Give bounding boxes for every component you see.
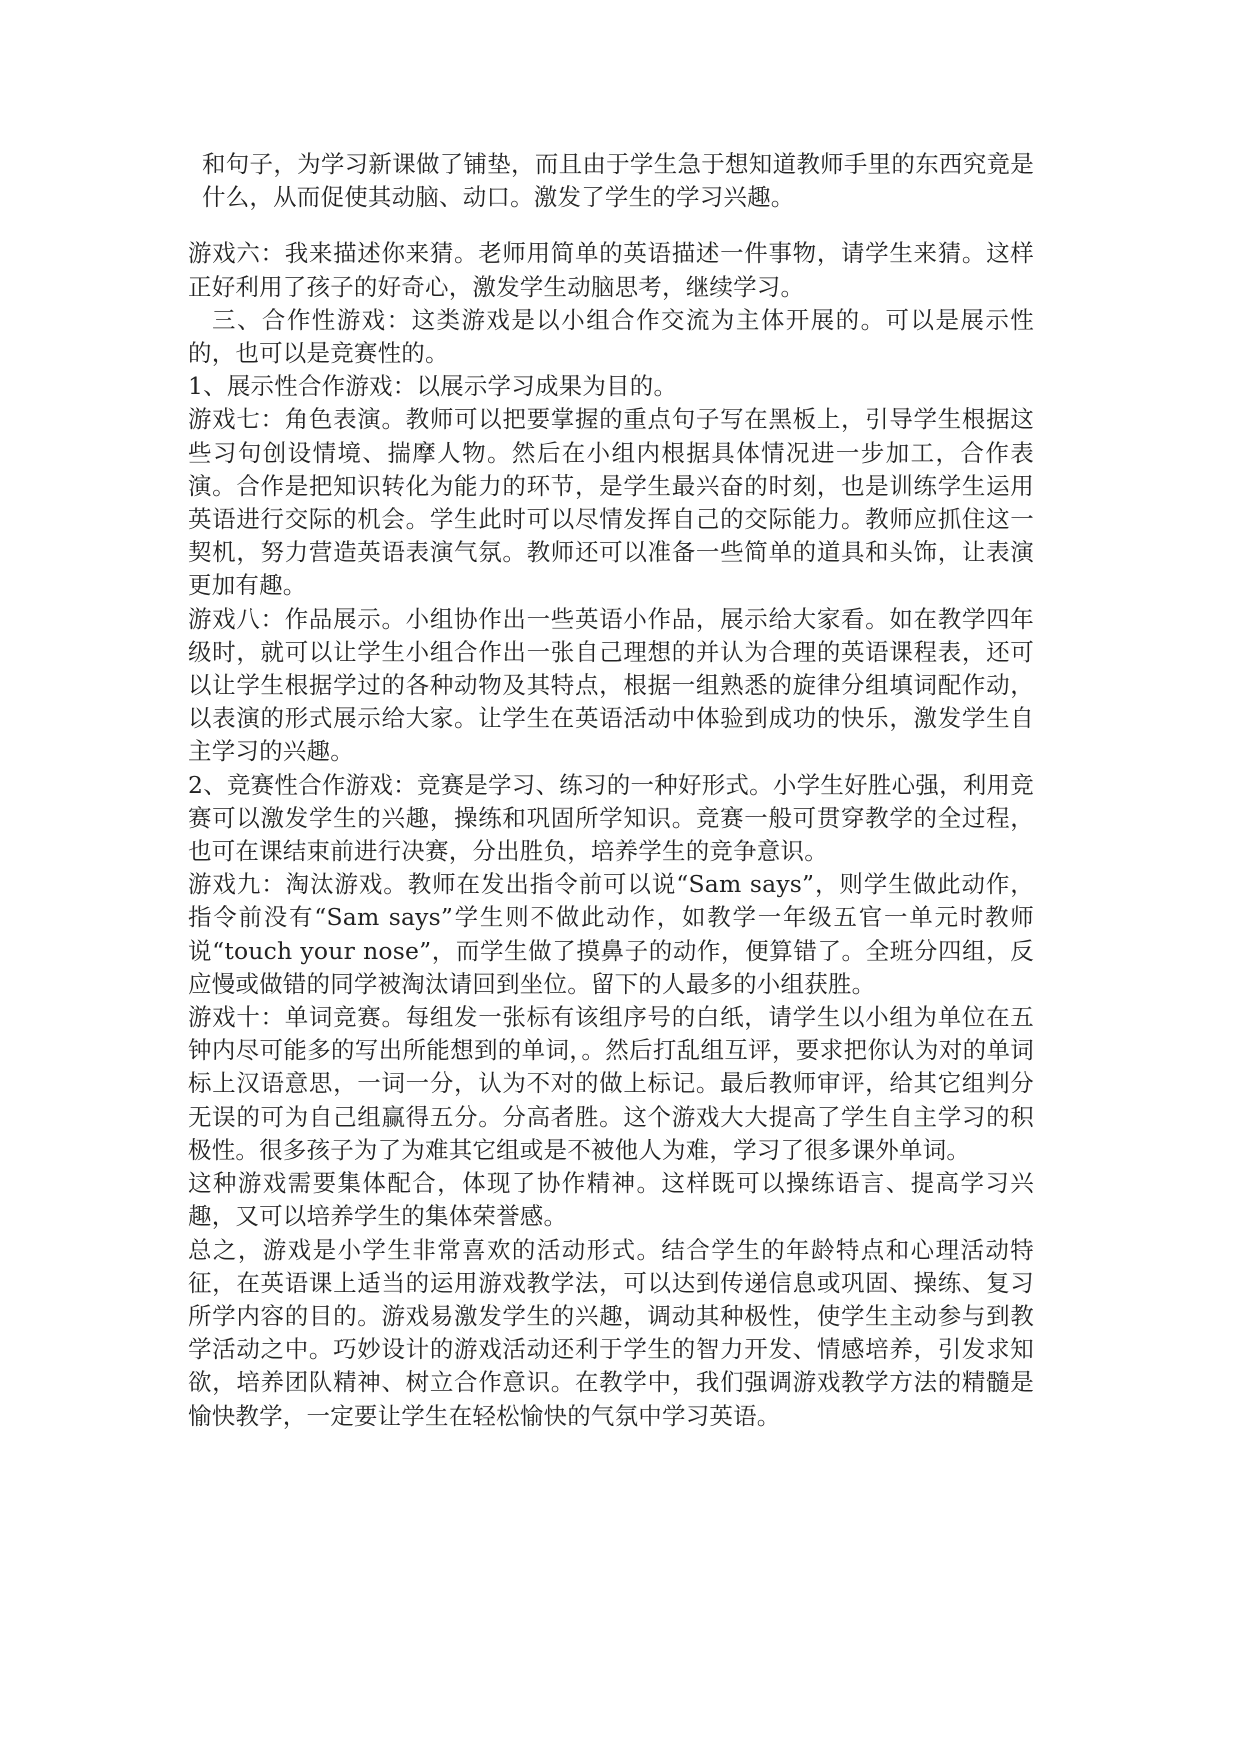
paragraph-teamwork: 这种游戏需要集体配合，体现了协作精神。这样既可以操练语言、提高学习兴趣，又可以培养学生的集体荣誉感。 bbox=[188, 1169, 1034, 1231]
paragraph-game-nine: 游戏九：淘汰游戏。教师在发出指令前可以说“Sam says”，则学生做此动作，指令前没有“Sam says”学生则不做此动作，如教学一年级五官一单元时教师说“touch your nose”，而学生做了摸鼻子的动作，便算错了。全班分四组，反应慢或做错的同学被淘汰请回到坐位。留下的人最多的小组获胜。 bbox=[188, 870, 1034, 998]
paragraph-game-seven: 游戏七：角色表演。教师可以把要掌握的重点句子写在黑板上，引导学生根据这些习句创设情境、揣摩人物。然后在小组内根据具体情况进一步加工，合作表演。合作是把知识转化为能力的环节，是学生最兴奋的时刻，也是训练学生运用英语进行交际的机会。学生此时可以尽情发挥自己的交际能力。教师应抓住这一契机，努力营造英语表演气氛。教师还可以准备一些简单的道具和头饰，让表演更加有趣。 bbox=[188, 405, 1034, 600]
subheading-display-games: 1、展示性合作游戏：以展示学习成果为目的。 bbox=[188, 372, 678, 401]
subheading-competition-games: 2、竞赛性合作游戏：竞赛是学习、练习的一种好形式。小学生好胜心强，利用竞赛可以激发学生的兴趣，操练和巩固所学知识。竞赛一般可贯穿教学的全过程，也可在课结束前进行决赛，分出胜负，培养学生的竞争意识。 bbox=[188, 770, 1034, 866]
paragraph-game-six: 游戏六：我来描述你来猜。老师用简单的英语描述一件事物，请学生来猜。这样正好利用了孩子的好奇心，激发学生动脑思考，继续学习。 bbox=[188, 239, 1034, 301]
section-heading-cooperative-games: 三、合作性游戏：这类游戏是以小组合作交流为主体开展的。可以是展示性的，也可以是竞赛性的。 bbox=[188, 305, 1034, 368]
paragraph-game-ten: 游戏十：单词竞赛。每组发一张标有该组序号的白纸，请学生以小组为单位在五钟内尽可能多的写出所能想到的单词，。然后打乱组互评，要求把你认为对的单词标上汉语意思，一词一分，认为不对的做上标记。最后教师审评，给其它组判分无误的可为自己组赢得五分。分高者胜。这个游戏大大提高了学生自主学习的积极性。很多孩子为了为难其它组或是不被他人为难，学习了很多课外单词。 bbox=[188, 1003, 1034, 1164]
paragraph-game-eight: 游戏八：作品展示。小组协作出一些英语小作品，展示给大家看。如在教学四年级时，就可以让学生小组合作出一张自己理想的并认为合理的英语课程表，还可以让学生根据学过的各种动物及其特点，根据一组熟悉的旋律分组填词配作动，以表演的形式展示给大家。让学生在英语活动中体验到成功的快乐，激发学生自主学习的兴趣。 bbox=[188, 604, 1034, 766]
paragraph-continuation: 和句子，为学习新课做了铺垫，而且由于学生急于想知道教师手里的东西究竟是什么，从而促使其动脑、动口。激发了学生的学习兴趣。 bbox=[202, 150, 1034, 212]
paragraph-conclusion: 总之，游戏是小学生非常喜欢的活动形式。结合学生的年龄特点和心理活动特征，在英语课上适当的运用游戏教学法，可以达到传递信息或巩固、操练、复习所学内容的目的。游戏易激发学生的兴趣，调动其种极性，使学生主动参与到教学活动之中。巧妙设计的游戏活动还利于学生的智力开发、情感培养，引发求知欲，培养团队精神、树立合作意识。在教学中，我们强调游戏教学方法的精髓是愉快教学，一定要让学生在轻松愉快的气氛中学习英语。 bbox=[188, 1235, 1034, 1430]
document-body bbox=[188, 148, 1034, 1433]
